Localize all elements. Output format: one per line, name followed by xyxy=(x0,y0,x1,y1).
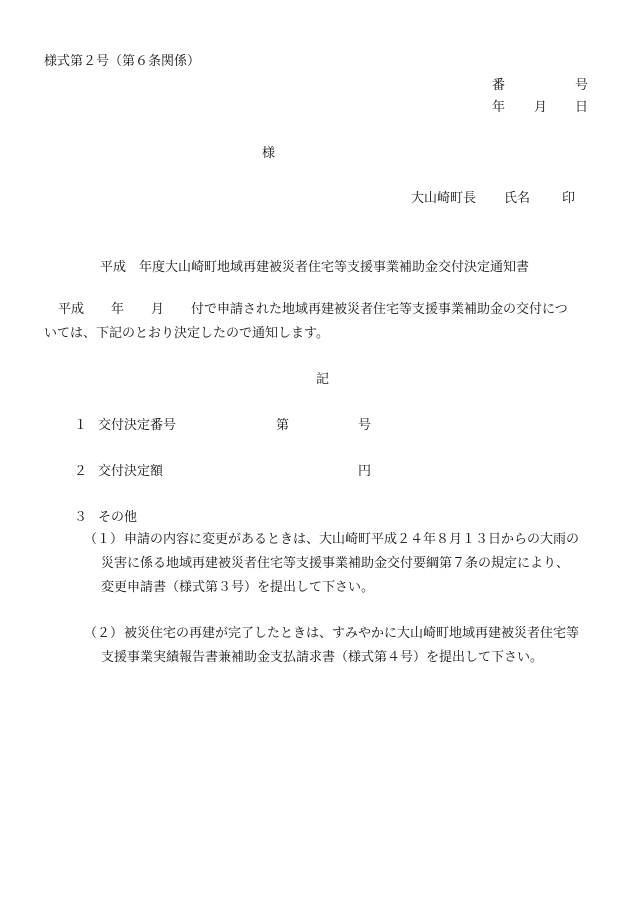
title-text: 年度大山崎町地域再建被災者住宅等支援事業補助金交付決定通知書 xyxy=(139,260,530,275)
body-era: 平成 xyxy=(58,302,85,317)
date-month: 月 xyxy=(534,100,548,115)
item2-label: 交付決定額 xyxy=(98,464,164,479)
issuer-seal: 印 xyxy=(562,191,576,206)
form-number: 様式第２号（第６条関係） xyxy=(44,54,201,69)
item2-number: ２ xyxy=(74,464,88,479)
sub2-line-2: 支援事業実績報告書兼補助金支払請求書（様式第４号）を提出して下さい。 xyxy=(101,650,544,665)
doc-number-suffix: 号 xyxy=(575,78,589,93)
item3-number: ３ xyxy=(74,510,88,525)
sub1-marker: （１） xyxy=(84,532,124,547)
sub2-marker: （２） xyxy=(84,626,124,641)
item2-suffix: 円 xyxy=(358,464,372,479)
body-line1-rest: 付で申請された地域再建被災者住宅等支援事業補助金の交付につ xyxy=(191,302,568,317)
sub1-line-1: 申請の内容に変更があるときは、大山崎町平成２４年８月１３日からの大雨の xyxy=(124,532,580,547)
body-month: 月 xyxy=(151,302,165,317)
body-line-2: いては、下記のとおり決定したので通知します。 xyxy=(44,326,329,341)
item1-suffix: 号 xyxy=(358,418,372,433)
sub1-line-2: 災害に係る地域再建被災者住宅等支援事業補助金交付要綱第７条の規定により、 xyxy=(101,556,570,571)
sub2-line-1: 被災住宅の再建が完了したときは、すみやかに大山崎町地域再建被災者住宅等 xyxy=(124,626,580,641)
sub1-line-3: 変更申請書（様式第３号）を提出して下さい。 xyxy=(101,580,375,595)
item1-number: １ xyxy=(74,418,88,433)
item3-label: その他 xyxy=(98,510,138,525)
issuer-name-label: 氏名 xyxy=(504,191,531,206)
item1-label: 交付決定番号 xyxy=(98,418,177,433)
body-year: 年 xyxy=(111,302,125,317)
date-year: 年 xyxy=(492,100,506,115)
document-title xyxy=(100,260,529,276)
doc-number-label: 番 xyxy=(492,78,506,93)
addressee-honorific: 様 xyxy=(262,146,276,161)
ki-heading: 記 xyxy=(316,372,330,387)
issuer-title: 大山崎町長 xyxy=(411,191,477,206)
title-era: 平成 xyxy=(100,260,127,275)
item1-prefix: 第 xyxy=(276,418,290,433)
body-line-1 xyxy=(58,302,568,318)
date-day: 日 xyxy=(575,100,589,115)
